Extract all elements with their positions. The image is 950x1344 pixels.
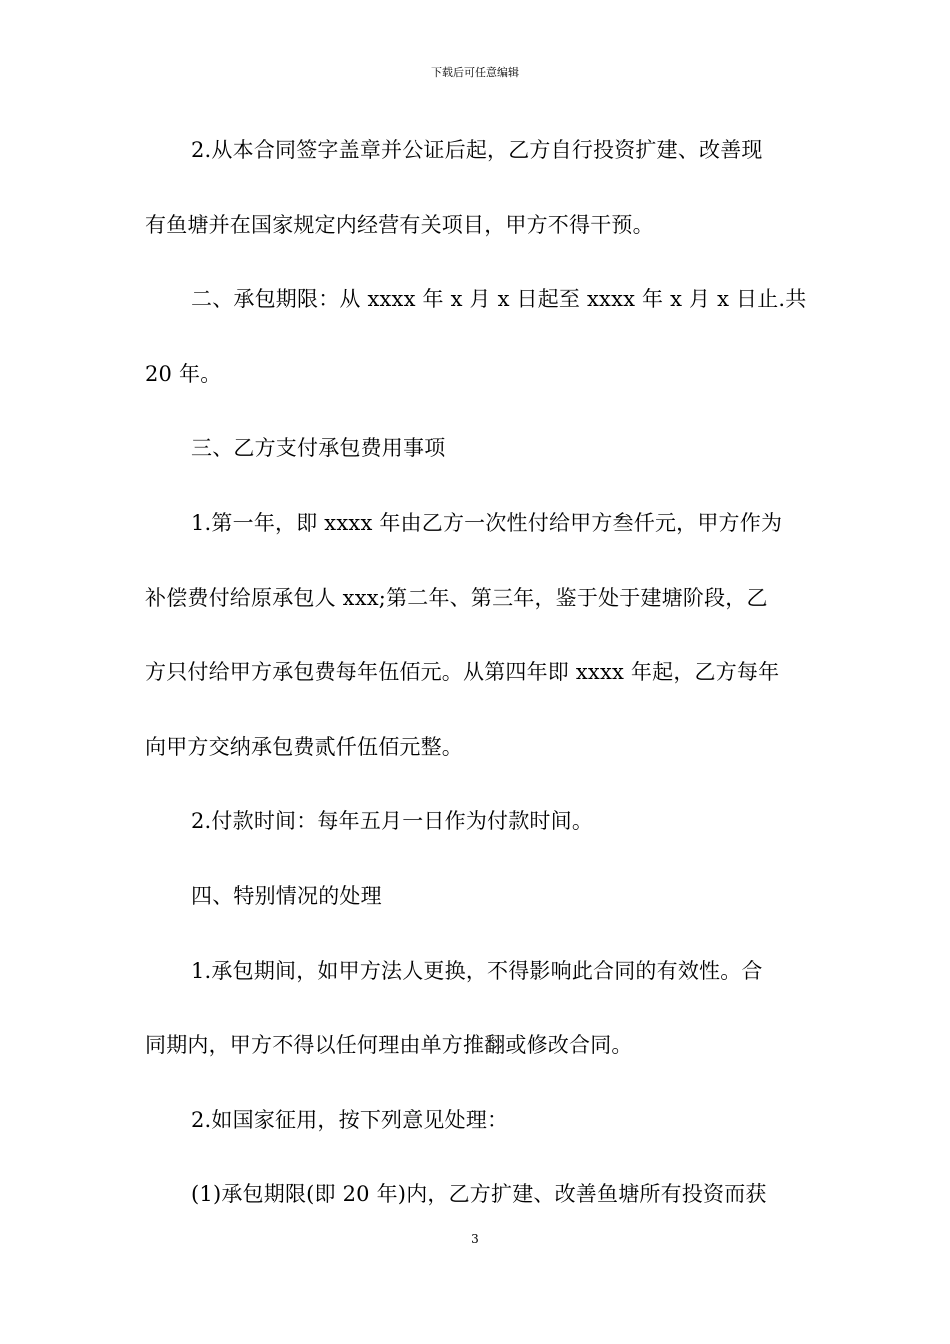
text-line: 2.从本合同签字盖章并公证后起，乙方自行投资扩建、改善现 bbox=[191, 138, 763, 162]
text-line: 二、承包期限：从 xxxx 年 x 月 x 日起至 xxxx 年 x 月 x 日止.共 bbox=[191, 287, 807, 312]
text-line: 2.付款时间：每年五月一日作为付款时间。 bbox=[191, 809, 594, 834]
text-line: 补偿费付给原承包人 xxx;第二年、第三年，鉴于处于建塘阶段，乙 bbox=[145, 585, 768, 610]
text-line: 2.如国家征用，按下列意见处理： bbox=[191, 1107, 509, 1132]
page-number: 3 bbox=[471, 1232, 479, 1246]
text-line: (1)承包期限(即 20 年)内，乙方扩建、改善鱼塘所有投资而获 bbox=[191, 1182, 767, 1207]
text-line: 1.第一年，即 xxxx 年由乙方一次性付给甲方叁仟元，甲方作为 bbox=[191, 510, 783, 535]
document-body bbox=[145, 128, 807, 1247]
text-line: 有鱼塘并在国家规定内经营有关项目，甲方不得干预。 bbox=[145, 212, 654, 237]
text-line: 同期内，甲方不得以任何理由单方推翻或修改合同。 bbox=[145, 1033, 633, 1058]
text-line: 向甲方交纳承包费贰仟伍佰元整。 bbox=[145, 734, 463, 759]
text-line: 四、特别情况的处理 bbox=[191, 883, 382, 908]
text-line: 20 年。 bbox=[145, 361, 222, 386]
text-line: 1.承包期间，如甲方法人更换，不得影响此合同的有效性。合 bbox=[191, 958, 763, 983]
text-line: 三、乙方支付承包费用事项 bbox=[191, 436, 446, 461]
page-header: 下载后可任意编辑 bbox=[431, 66, 519, 79]
text-line: 方只付给甲方承包费每年伍佰元。从第四年即 xxxx 年起，乙方每年 bbox=[145, 660, 780, 685]
